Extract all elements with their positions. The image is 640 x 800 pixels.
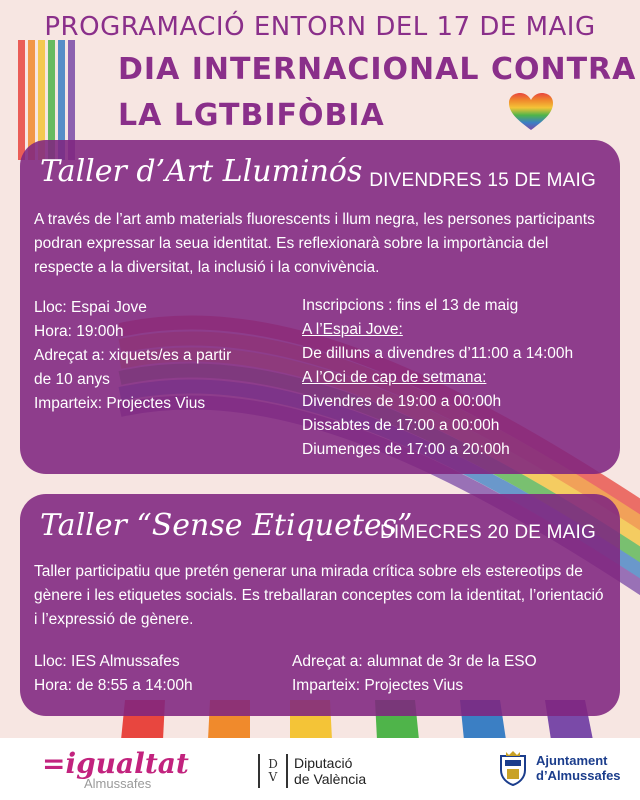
workshop-description: A través de l’art amb materials fluorescents i llum negra, les persones participants podran expressar la seua identitat. Es reflexionarà sobre la importància del respecte a la diversitat, la inclusió i la convivència. bbox=[34, 211, 595, 276]
workshop-registration bbox=[302, 294, 573, 462]
workshop-audience: Adreçat a: xiquets/es a partir bbox=[34, 347, 232, 364]
workshop-details-right bbox=[292, 650, 537, 698]
oci-saturday: Dissabtes de 17:00 a 00:00h bbox=[302, 417, 500, 434]
workshop-place: Lloc: IES Almussafes bbox=[34, 653, 180, 670]
workshop-teacher: Imparteix: Projectes Vius bbox=[292, 677, 464, 694]
workshop-details-left bbox=[34, 650, 193, 698]
ajuntament-text bbox=[536, 753, 621, 783]
diputacio-line2: de València bbox=[294, 771, 367, 787]
workshop-art-card bbox=[20, 140, 620, 474]
header-title-line1: DIA INTERNACIONAL CONTRA bbox=[118, 52, 637, 87]
header-title-line2: LA LGTBIFÒBIA bbox=[118, 98, 385, 133]
dv-mark-icon bbox=[258, 754, 288, 788]
workshop-title: Taller “Sense Etiquetes” bbox=[40, 508, 413, 543]
diputacio-line1: Diputació bbox=[294, 755, 353, 771]
oci-sunday: Diumenges de 17:00 a 20:00h bbox=[302, 441, 510, 458]
workshop-teacher: Imparteix: Projectes Vius bbox=[34, 395, 206, 412]
workshop-date: DIVENDRES 15 DE MAIG bbox=[369, 170, 596, 191]
oci-friday: Divendres de 19:00 a 00:00h bbox=[302, 393, 502, 410]
workshop-audience: Adreçat a: alumnat de 3r de la ESO bbox=[292, 653, 537, 670]
igualtat-logo bbox=[42, 747, 189, 791]
espai-jove-label: A l’Espai Jove: bbox=[302, 321, 403, 338]
workshop-labels-card bbox=[20, 494, 620, 716]
oci-label: A l’Oci de cap de setmana: bbox=[302, 369, 487, 386]
workshop-description: Taller participatiu que pretén generar una mirada crítica sobre els estereotips de gènere i les etiquetes socials. Es treballaran conceptes com la identitat, l’orientació i l’expressió de gènere. bbox=[34, 563, 604, 628]
ajuntament-line1: Ajuntament bbox=[536, 753, 608, 768]
sponsor-footer bbox=[0, 738, 640, 800]
workshop-place: Lloc: Espai Jove bbox=[34, 299, 147, 316]
igualtat-logo-sub: Almussafes bbox=[84, 776, 152, 791]
dv-letter-d: D bbox=[268, 757, 278, 771]
ajuntament-line2: d’Almussafes bbox=[536, 768, 621, 783]
municipal-crest-icon bbox=[498, 750, 528, 786]
workshop-time: Hora: 19:00h bbox=[34, 323, 124, 340]
header-subtitle: PROGRAMACIÓ ENTORN DEL 17 DE MAIG bbox=[44, 12, 596, 42]
igualtat-logo-text: =igualtat bbox=[42, 747, 189, 780]
workshop-date: DIMECRES 20 DE MAIG bbox=[379, 522, 596, 543]
workshop-audience-cont: de 10 anys bbox=[34, 371, 110, 388]
rainbow-heart-icon bbox=[508, 92, 554, 132]
espai-jove-hours: De dilluns a divendres d’11:00 a 14:00h bbox=[302, 345, 574, 362]
diputacio-logo bbox=[258, 754, 366, 788]
workshop-time: Hora: de 8:55 a 14:00h bbox=[34, 677, 193, 694]
workshop-details-left bbox=[34, 296, 231, 416]
registration-deadline: Inscripcions : fins el 13 de maig bbox=[302, 297, 519, 314]
diputacio-text bbox=[294, 755, 366, 787]
dv-letter-v: V bbox=[268, 770, 278, 784]
ajuntament-logo bbox=[498, 750, 621, 786]
workshop-title: Taller d’Art Lluminós bbox=[40, 154, 363, 189]
